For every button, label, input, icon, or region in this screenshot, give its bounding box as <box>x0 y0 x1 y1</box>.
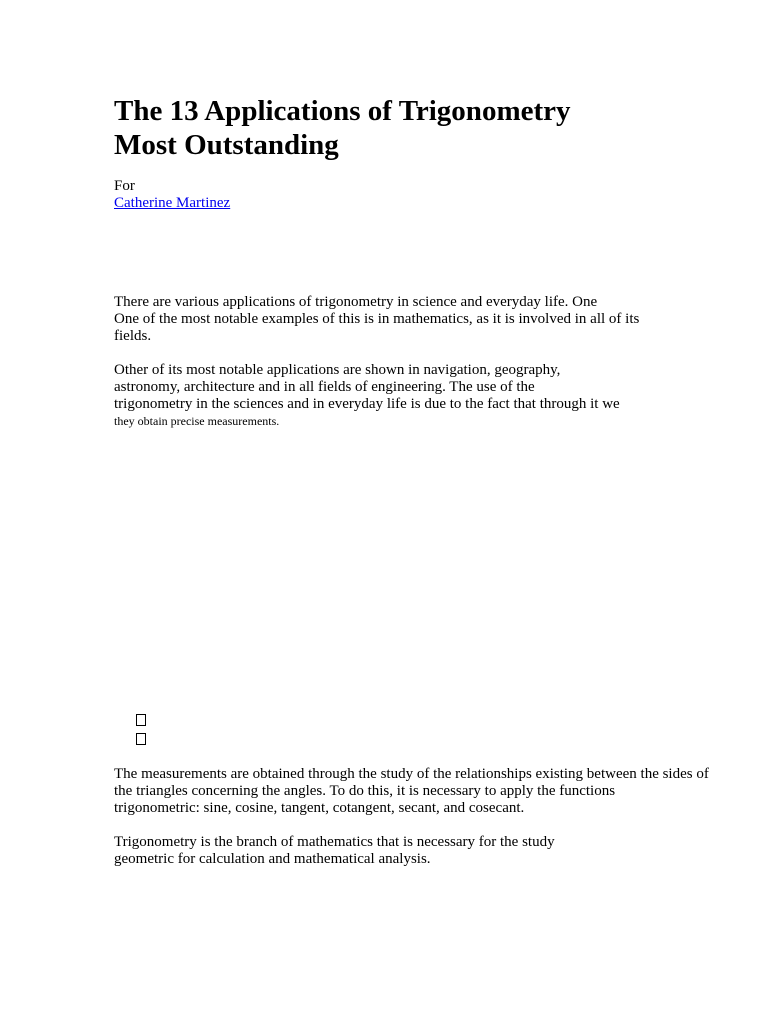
paragraph-line: they obtain precise measurements. <box>114 414 280 428</box>
paragraph-3 <box>114 766 709 817</box>
missing-glyph-icon <box>136 733 146 745</box>
paragraph-line: the triangles concerning the angles. To do this, it is necessary to apply the functions <box>114 783 616 799</box>
paragraph-1 <box>114 294 639 345</box>
paragraph-line: Trigonometry is the branch of mathematics that is necessary for the study <box>114 834 555 850</box>
paragraph-4 <box>114 834 555 868</box>
paragraph-line: One of the most notable examples of this is in mathematics, as it is involved in all of its <box>114 311 640 327</box>
paragraph-line: fields. <box>114 328 152 344</box>
paragraph-line: geometric for calculation and mathematical analysis. <box>114 851 431 867</box>
byline <box>114 178 230 212</box>
paragraph-line: trigonometry in the sciences and in everyday life is due to the fact that through it we <box>114 396 620 412</box>
title-line-2: Most Outstanding <box>114 129 339 161</box>
by-label: For <box>114 178 135 194</box>
page-title <box>114 94 571 162</box>
paragraph-line: There are various applications of trigonometry in science and everyday life. One <box>114 294 598 310</box>
paragraph-line: astronomy, architecture and in all fields of engineering. The use of the <box>114 379 535 395</box>
title-line-1: The 13 Applications of Trigonometry <box>114 95 571 127</box>
author-link[interactable]: Catherine Martinez <box>114 195 231 211</box>
missing-glyphs <box>136 714 146 752</box>
paragraph-2 <box>114 362 620 430</box>
paragraph-line: Other of its most notable applications are shown in navigation, geography, <box>114 362 561 378</box>
missing-glyph-icon <box>136 714 146 726</box>
paragraph-line: The measurements are obtained through the study of the relationships existing between the sides of <box>114 766 709 782</box>
paragraph-line: trigonometric: sine, cosine, tangent, cotangent, secant, and cosecant. <box>114 800 525 816</box>
